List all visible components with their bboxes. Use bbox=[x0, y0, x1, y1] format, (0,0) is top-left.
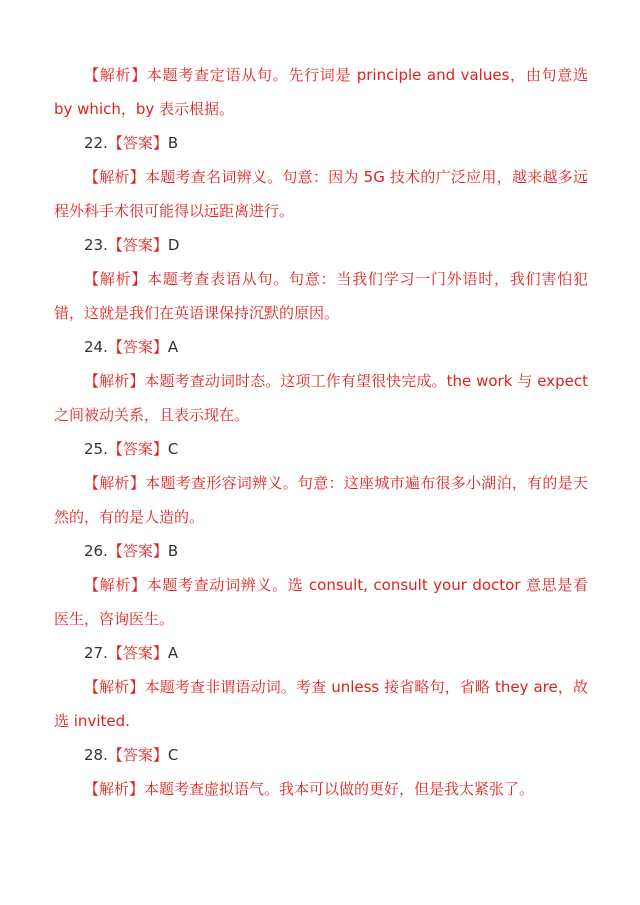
analysis-paragraph-28: 【解析】本题考查虚拟语气。我本可以做的更好，但是我太紧张了。 bbox=[84, 780, 535, 798]
analysis-paragraph-26: 【解析】本题考查动词辨义。选 consult, consult your doctor 意思是看医生，咨询医生。 bbox=[54, 576, 588, 628]
answer-label: 【答案】 bbox=[107, 236, 168, 254]
answer-line-28 bbox=[54, 738, 588, 772]
answer-line-27 bbox=[54, 636, 588, 670]
answer-label: 【答案】 bbox=[107, 746, 168, 764]
answer-line-24 bbox=[54, 330, 588, 364]
answer-label: 【答案】 bbox=[107, 338, 168, 356]
question-number: 22. bbox=[84, 134, 108, 152]
analysis-paragraph-23: 【解析】本题考查表语从句。句意：当我们学习一门外语时，我们害怕犯错，这就是我们在英语课保持沉默的原因。 bbox=[54, 270, 588, 322]
analysis-paragraph-22: 【解析】本题考查名词辨义。句意：因为 5G 技术的广泛应用，越来越多远程外科手术很可能得以远距离进行。 bbox=[54, 168, 588, 220]
answer-letter: A bbox=[167, 644, 179, 662]
answer-line-26 bbox=[54, 534, 588, 568]
answer-label: 【答案】 bbox=[107, 440, 168, 458]
answer-letter: B bbox=[167, 542, 179, 560]
answer-letter: B bbox=[167, 134, 179, 152]
answer-line-25 bbox=[54, 432, 588, 466]
analysis-paragraph-21: 【解析】本题考查定语从句。先行词是 principle and values，由句意选 by which，by 表示根据。 bbox=[54, 66, 588, 118]
analysis-paragraph-24: 【解析】本题考查动词时态。这项工作有望很快完成。the work 与 expect 之间被动关系，且表示现在。 bbox=[54, 372, 588, 424]
analysis-paragraph-25: 【解析】本题考查形容词辨义。句意：这座城市遍布很多小湖泊，有的是天然的，有的是人造的。 bbox=[54, 474, 588, 526]
answer-label: 【答案】 bbox=[107, 134, 168, 152]
analysis-paragraph-27: 【解析】本题考查非谓语动词。考查 unless 接省略句，省略 they are，故选 invited. bbox=[54, 678, 588, 730]
answer-key-content bbox=[54, 58, 588, 806]
question-number: 27. bbox=[84, 644, 108, 662]
question-number: 26. bbox=[84, 542, 108, 560]
question-number: 24. bbox=[84, 338, 108, 356]
answer-line-23 bbox=[54, 228, 588, 262]
question-number: 25. bbox=[84, 440, 108, 458]
question-number: 23. bbox=[84, 236, 108, 254]
question-number: 28. bbox=[84, 746, 108, 764]
answer-label: 【答案】 bbox=[107, 644, 168, 662]
answer-line-22 bbox=[54, 126, 588, 160]
answer-label: 【答案】 bbox=[107, 542, 168, 560]
answer-letter: A bbox=[167, 338, 179, 356]
answer-letter: C bbox=[167, 746, 179, 764]
answer-letter: D bbox=[167, 236, 180, 254]
answer-letter: C bbox=[167, 440, 179, 458]
